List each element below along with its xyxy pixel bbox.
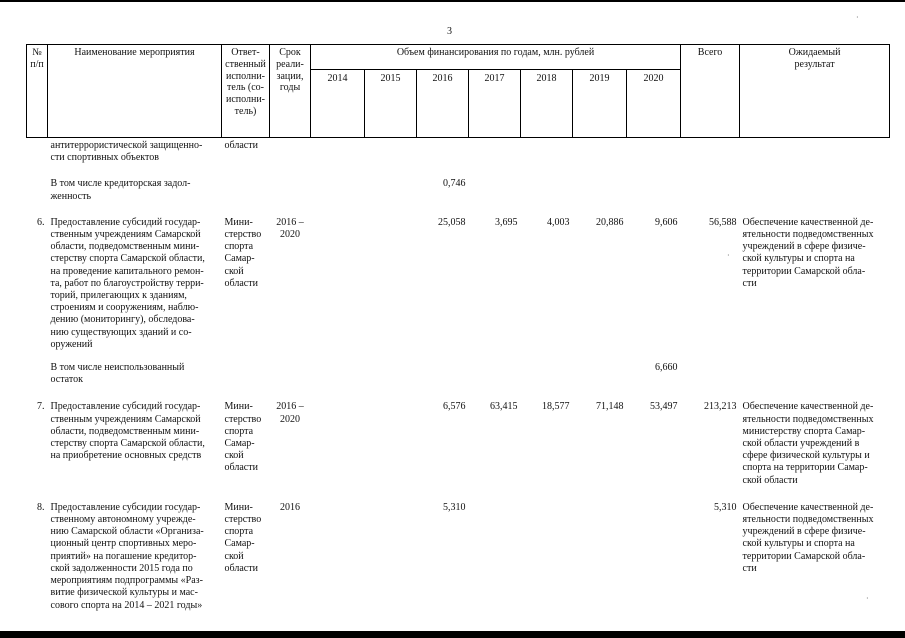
header-year: 2017 (469, 70, 521, 138)
row-year-value: 18,577 (542, 401, 570, 413)
header-year: 2020 (627, 70, 681, 138)
header-year: 2019 (573, 70, 627, 138)
row-year-value (573, 138, 627, 165)
row-term: 2016 – 2020 (276, 401, 304, 425)
row-name: В том числе неиспользованный остаток (50, 362, 185, 386)
row-total (681, 164, 740, 202)
header-year: 2014 (311, 70, 365, 138)
row-year-value: 3,695 (495, 216, 518, 228)
row-year-value: 0,746 (443, 178, 466, 190)
scan-speck: · (727, 251, 730, 260)
row-number: 8. (37, 501, 45, 513)
row-year-value (365, 203, 417, 351)
row-year-value (573, 164, 627, 202)
row-year-value (573, 487, 627, 612)
row-year-value (311, 203, 365, 351)
row-year-value (627, 138, 681, 165)
header-name: Наименование мероприятия (48, 45, 222, 138)
header-total: Всего (681, 45, 740, 138)
scan-bottom-border (0, 631, 905, 638)
row-responsible (222, 351, 270, 386)
table-row (27, 351, 890, 386)
row-year-value (311, 351, 365, 386)
row-term (270, 138, 311, 165)
row-name: Предоставление субсидий государ- ственным учреждениям Самарской области, подведомственным мини- стерству спорта Самарской области, на приобретение основных средств (50, 401, 205, 462)
row-year-value (627, 487, 681, 612)
scan-top-border (0, 0, 905, 2)
row-year-value (417, 351, 469, 386)
row-year-value (521, 487, 573, 612)
header-year: 2016 (417, 70, 469, 138)
row-number: 7. (37, 401, 45, 413)
row-responsible: Мини- стерство спорта Самар- ской области (224, 401, 262, 474)
row-year-value: 63,415 (490, 401, 518, 413)
row-term: 2016 – 2020 (276, 216, 304, 241)
header-responsible: Ответ- ственный исполни- тель (со- исполни- тель) (222, 45, 270, 138)
row-year-value: 20,886 (596, 216, 624, 228)
row-year-value (469, 164, 521, 202)
row-year-value (417, 138, 469, 165)
scan-speck: · (856, 13, 859, 22)
header-year: 2018 (521, 70, 573, 138)
row-year-value (469, 351, 521, 386)
financing-table (26, 44, 890, 612)
table-row (27, 138, 890, 165)
row-result (740, 138, 890, 165)
row-year-value: 9,606 (655, 216, 678, 228)
row-year-value (365, 164, 417, 202)
row-year-value (311, 164, 365, 202)
row-year-value (521, 351, 573, 386)
row-year-value: 5,310 (443, 501, 466, 513)
row-total: 5,310 (714, 501, 737, 513)
row-year-value: 6,576 (443, 401, 466, 413)
table-row (27, 386, 890, 486)
row-year-value (469, 138, 521, 165)
header-year: 2015 (365, 70, 417, 138)
row-year-value: 25,058 (438, 216, 466, 228)
table-row (27, 487, 890, 612)
row-year-value (365, 487, 417, 612)
row-result (740, 351, 890, 386)
row-term (270, 164, 311, 202)
row-result: Обеспечение качественной де- ятельности подведомственных учреждений в сфере физиче- ской культуры и спорта на территории Самарской обла- сти (742, 501, 874, 574)
row-responsible (222, 164, 270, 202)
row-term: 2016 (280, 501, 300, 513)
header-term: Срок реали- зации, годы (270, 45, 311, 138)
table-row (27, 164, 890, 202)
page-number: 3 (447, 26, 452, 37)
row-year-value: 53,497 (650, 401, 678, 413)
row-name: Предоставление субсидий государ- ственным учреждениям Самарской области, подведомственным мини- стерству спорта Самарской области, на проведение капитального ремон- та, работ по благоустройству терри- торий, прилегающих к зданиям, строениям и сооружениям, наблю- дению (мониторингу), обследова- нию существующих зданий и со- оружений (50, 216, 205, 350)
row-year-value (573, 351, 627, 386)
scan-speck: · (866, 594, 869, 603)
row-name: Предоставление субсидии государ- ственному автономному учрежде- нию Самарской области «Организа- ционный центр спортивных меро- приятий» на погашение кредитор- ской задолженности 2015 года по мероприятиям подпрограммы «Раз- витие физической культуры и мас- сового спорта на 2014 – 2021 годы» (50, 501, 204, 611)
row-responsible: Мини- стерство спорта Самар- ской области (224, 216, 262, 289)
row-year-value (365, 138, 417, 165)
row-total (681, 351, 740, 386)
row-year-value (365, 351, 417, 386)
row-year-value (311, 386, 365, 486)
row-number (27, 164, 48, 202)
row-year-value: 4,003 (547, 216, 570, 228)
row-term (270, 351, 311, 386)
row-name: В том числе кредиторская задол- женность (50, 178, 191, 202)
row-responsible: Мини- стерство спорта Самар- ской области (224, 501, 262, 574)
header-financing: Объем финансирования по годам, млн. рублей (311, 45, 681, 70)
header-result: Ожидаемый результат (740, 45, 890, 138)
row-responsible: области (224, 140, 258, 151)
row-year-value (365, 386, 417, 486)
row-result: Обеспечение качественной де- ятельности подведомственных министерству спорта Самар- ской области учреждений в сфере физической культуры и спорта на территории Самар- ской области (742, 401, 874, 486)
row-total: 56,588 (709, 216, 737, 228)
row-total (681, 138, 740, 165)
row-year-value: 71,148 (596, 401, 624, 413)
row-year-value (521, 138, 573, 165)
header-no: № п/п (27, 45, 48, 138)
row-number (27, 138, 48, 165)
row-year-value (469, 487, 521, 612)
table-row (27, 203, 890, 351)
row-year-value (627, 164, 681, 202)
row-year-value (311, 487, 365, 612)
row-result (740, 164, 890, 202)
row-number (27, 351, 48, 386)
row-total: 213,213 (704, 401, 737, 413)
row-number: 6. (37, 216, 45, 228)
row-result: Обеспечение качественной де- ятельности подведомственных учреждений в сфере физиче- ской культуры и спорта на территории Самарской обла- сти (742, 216, 874, 289)
row-year-value (311, 138, 365, 165)
row-name: антитеррористической защищенно- сти спортивных объектов (50, 140, 203, 164)
row-year-value: 6,660 (655, 362, 678, 374)
row-year-value (521, 164, 573, 202)
